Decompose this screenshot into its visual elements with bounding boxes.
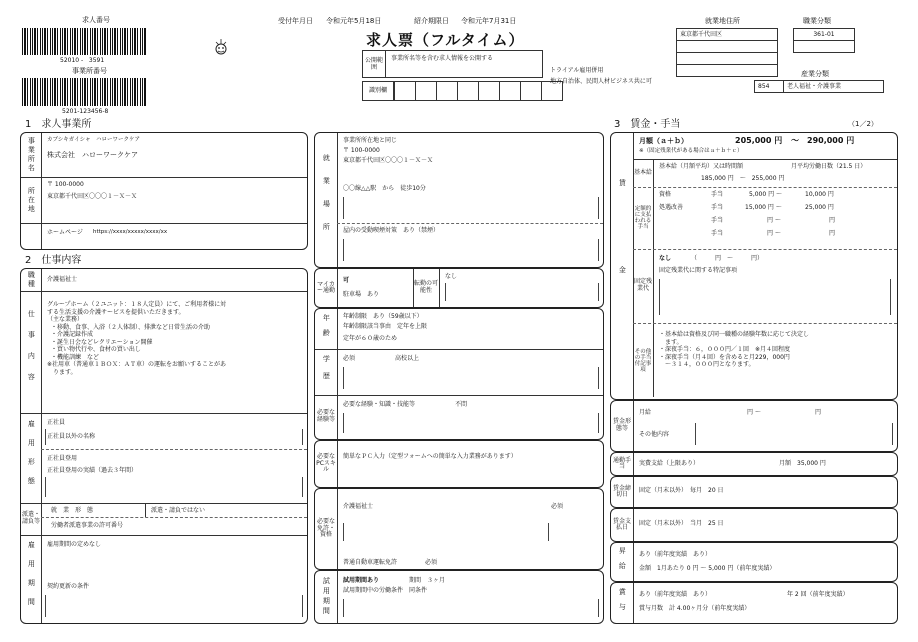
age-limit-reason: 年齢制限該当事由 定年を上限 xyxy=(343,323,428,330)
allowance-4-min: 円 ～ xyxy=(767,230,781,237)
wage-other-label: その他内容 xyxy=(639,431,670,438)
trial-period-conditions: 試用期間中の労働条件 同条件 xyxy=(343,587,428,594)
page-indicator: （1／2） xyxy=(848,120,878,128)
identification-grid xyxy=(394,81,563,101)
license-2-required: 必須 xyxy=(425,559,438,566)
section2-box xyxy=(20,268,308,624)
allowance-3-min: 円 ～ xyxy=(767,217,781,224)
referral-scope: 地方自治体、民間人材ビジネス共に可 xyxy=(550,78,652,85)
raise-label: 昇給 xyxy=(618,547,627,577)
identification-label: 識別欄 xyxy=(362,81,394,101)
promotion-record-label: 正社員登用の実績（過去３年間） xyxy=(47,467,138,474)
office-name-furigana: カブシキガイシャ ハローワークケア xyxy=(47,137,141,143)
work-place-address: 東京都千代田区〇〇〇１－Ｘ－Ｘ xyxy=(343,157,434,164)
transfer-label: 転勤の可能性 xyxy=(413,280,438,294)
dispatch-license-label: 労働者派遣事業の許可番号 xyxy=(51,522,124,529)
wage-type-min: 円 ～ xyxy=(747,409,761,416)
wage-box xyxy=(610,132,898,400)
job-category-label: 職業分類 xyxy=(803,17,831,25)
office-number-label: 事業所番号 xyxy=(72,67,107,75)
allowance-2-min: 15,000 円 ～ xyxy=(745,204,782,211)
age-label: 年齢 xyxy=(322,314,331,344)
commute-allowance-amount: 月額 35,000 円 xyxy=(779,460,826,467)
cutoff-day: 固定（月末以外） 毎月 20 日 xyxy=(639,487,724,494)
trial-employment: トライアル雇用併用 xyxy=(550,67,604,74)
education-required: 必須 xyxy=(343,355,356,362)
office-zip: 〒 100-0000 xyxy=(47,181,84,188)
monthly-wage-max: 290,000 円 xyxy=(807,136,855,145)
industry-category-label: 産業分類 xyxy=(801,70,829,78)
license-1-required: 必須 xyxy=(551,503,564,510)
job-type-label: 職種 xyxy=(27,271,36,289)
license-1: 介護福祉士 xyxy=(343,503,374,510)
allowance-1-kind: 手当 xyxy=(711,191,724,198)
experience: 不問 xyxy=(455,401,468,408)
allowance-3-max: 円 xyxy=(829,217,836,224)
transfer: なし xyxy=(445,273,458,280)
section2-title: 2 仕事内容 xyxy=(25,255,82,266)
bonus: あり（前年度実績 あり） xyxy=(639,591,712,598)
dispatch-status: 派遣・請負ではない xyxy=(151,507,206,514)
commute-allowance-box xyxy=(610,452,898,476)
homepage-url[interactable]: https://xxxx/xxxxx/xxxx/xx xyxy=(93,229,168,235)
publish-scope-label: 公開範囲 xyxy=(362,50,386,78)
industry-code: 854 xyxy=(755,81,784,93)
age-limit-detail: 定年が６０歳のため xyxy=(343,335,398,342)
trial-period-box xyxy=(314,570,604,624)
work-form-label: 就 業 形 態 xyxy=(51,507,94,514)
referral-deadline-label: 紹介期限日 xyxy=(414,17,449,25)
commute-box xyxy=(314,268,604,308)
employment-type-label: 雇用形態 xyxy=(27,420,36,496)
office-number-barcode xyxy=(22,78,146,106)
commute-allowance-label: 通勤手当 xyxy=(612,456,631,470)
job-category-table xyxy=(793,28,855,53)
section1-box xyxy=(20,132,308,250)
work-place-box xyxy=(314,132,604,268)
raise: あり（前年度実績 あり） xyxy=(639,551,712,558)
allowance-1-name: 資格 xyxy=(659,191,672,198)
cutoff-label: 賃金締切日 xyxy=(612,484,631,498)
wage-type-max: 円 xyxy=(815,409,822,416)
employment-type: 正社員 xyxy=(47,419,66,426)
car-commute: 可 xyxy=(343,277,350,284)
work-location-table xyxy=(676,28,778,77)
allowance-3-kind: 手当 xyxy=(711,217,724,224)
employment-period: 雇用期間の定めなし xyxy=(47,541,102,548)
monthly-wage-label: 月額（ａ＋ｂ） xyxy=(639,137,688,145)
form-title: 求人票（フルタイム） xyxy=(366,31,525,49)
work-place-label: 就業場所 xyxy=(322,154,331,246)
other-allowance-notes: ・基本給は資格及び同一職種の経験年数に応じて決定し ます。 ・深夜手当：６，０００円／１回 ※月４回程度 ・深夜手当（月４回）を含めると月229，000円 ～３１４，０００円となります。 xyxy=(659,331,810,368)
work-place-access: 〇〇線△△駅 から 徒歩10分 xyxy=(343,185,426,192)
office-address: 東京都千代田区〇〇〇１－Ｘ－Ｘ xyxy=(47,193,138,200)
monthly-wage-tilde: ～ xyxy=(791,136,799,145)
office-name-label: 事業所名 xyxy=(27,137,36,173)
job-description-label: 仕事内容 xyxy=(27,310,36,394)
monthly-wage-min: 205,000 円 xyxy=(735,136,783,145)
received-date-label: 受付年月日 xyxy=(278,17,313,25)
bonus-frequency: 年 2 回（前年度実績） xyxy=(787,591,849,598)
cutoff-box xyxy=(610,476,898,508)
work-location-label: 就業地住所 xyxy=(705,17,740,25)
requirements-box xyxy=(314,308,604,440)
fixed-overtime-note: ※（固定残業代がある場合はａ＋ｂ＋ｃ） xyxy=(639,148,743,154)
education-label: 学歴 xyxy=(322,355,331,389)
office-number: 5201-123456-8 xyxy=(62,108,109,115)
wage-type-box xyxy=(610,400,898,452)
regular-promotion: 正社員登用 xyxy=(47,455,78,462)
work-location: 東京都千代田区 xyxy=(677,29,778,41)
trial-period-length: 期間 ３ヶ月 xyxy=(409,577,446,584)
parking: 駐車場 あり xyxy=(343,291,380,298)
job-category: 361-01 xyxy=(794,29,855,41)
pc-skill: 簡単なＰＣ入力（定型フォームへの簡単な入力業務があります） xyxy=(343,453,517,460)
allowance-1-min: 5,000 円 ～ xyxy=(749,191,782,198)
experience-label-text: 必要な経験・知識・技能等 xyxy=(343,401,416,408)
job-number-label: 求人番号 xyxy=(82,16,110,24)
commute-allowance: 実費支給（上限あり） xyxy=(639,460,700,467)
allowance-2-kind: 手当 xyxy=(711,204,724,211)
referral-deadline: 令和元年7月31日 xyxy=(461,17,517,25)
industry-category: 老人福祉・介護事業 xyxy=(784,81,884,93)
wage-type: 月給 xyxy=(639,409,652,416)
non-regular-name-label: 正社員以外の名称 xyxy=(47,433,96,440)
allowance-2-max: 25,000 円 xyxy=(805,204,834,211)
office-name: 株式会社 ハローワークケア xyxy=(47,151,138,159)
fixed-overtime-notes-label: 固定残業代に関する特記事項 xyxy=(659,267,738,274)
fixed-overtime-range: （ 円 ～ 円） xyxy=(691,255,764,262)
job-description: グループホーム（２ユニット：１８人定員）にて、ご利用者様に対 する生活支援の介護サービスを提供いただきます。 （主な業務） ・移動、食事、入浴（２人体制）、排泄など日常生活の介助 ・介護記録作成 ・誕生日会などレクリエーション開催 ・買い物代行や、食材の買い出し ・機能訓練 など ※社用車（普通車１ＢＯＸ：ＡＴ車）の運転をお願いすることがあ ります。 xyxy=(47,301,227,376)
dispatch-label: 派遣・請負等 xyxy=(21,511,40,525)
payday-label: 賃金支払日 xyxy=(612,517,631,531)
car-commute-label: マイカー通勤 xyxy=(316,280,335,294)
bonus-months: 賞与月数 計 4.00ヶ月分（前年度実績） xyxy=(639,605,751,612)
bonus-label: 賞与 xyxy=(618,588,627,618)
allowance-1-max: 10,000 円 xyxy=(805,191,834,198)
section3-title: 3 賃金・手当 xyxy=(614,119,681,130)
raise-box xyxy=(610,542,898,582)
base-salary-type: 基本給（月額平均）又は時間額 xyxy=(659,163,744,170)
base-salary-range: 185,000 円 ～ 255,000 円 xyxy=(701,175,785,182)
other-allowance-label: その他の手当付記事項 xyxy=(634,348,652,374)
experience-label: 必要な経験等 xyxy=(316,409,335,423)
wage-label: 賃金 xyxy=(618,179,627,353)
received-date: 令和元年5月18日 xyxy=(326,17,382,25)
industry-category-table xyxy=(754,80,884,93)
fixed-allowance-label: 定額的に支払われる手当 xyxy=(634,205,652,231)
publish-scope: 事業所名等を含む求人情報を公開する xyxy=(386,50,543,78)
license-box xyxy=(314,488,604,570)
payday: 固定（月末以外） 当月 25 日 xyxy=(639,520,724,527)
work-place-zip: 〒 100-0000 xyxy=(343,147,380,154)
office-address-label: 所在地 xyxy=(27,186,36,214)
license-2: 普通自動車運転免許 xyxy=(343,559,398,566)
allowance-4-max: 円 xyxy=(829,230,836,237)
renewal-conditions-label: 契約更新の条件 xyxy=(47,583,90,590)
section1-title: 1 求人事業所 xyxy=(25,119,92,130)
job-number-barcode xyxy=(22,28,146,55)
pc-skill-box xyxy=(314,440,604,488)
homepage-label: ホームページ xyxy=(47,229,83,236)
job-type: 介護福祉士 xyxy=(47,276,78,283)
fixed-overtime: なし xyxy=(659,255,672,262)
smoking-policy: 屋内の受動喫煙対策 あり（禁煙） xyxy=(343,227,440,234)
fixed-overtime-label: 固定残業代 xyxy=(633,278,652,292)
employment-period-label: 雇用期間 xyxy=(27,541,36,617)
pc-skill-label: 必要なPCスキル xyxy=(316,453,336,474)
trial-period: 試用期間あり xyxy=(343,577,380,584)
work-place-same: 事業所所在地と同じ xyxy=(343,137,398,144)
job-number: 52010 - 3591 xyxy=(60,57,105,64)
raise-amount: 金額 1月あたり 0 円 ～ 5,000 円（前年度実績） xyxy=(639,565,776,572)
hellowork-logo-icon xyxy=(210,36,232,58)
payday-box xyxy=(610,508,898,542)
age-limit: 年齢制限 あり（59歳以下） xyxy=(343,313,423,320)
license-label: 必要な免許・資格 xyxy=(316,517,335,539)
trial-period-label: 試用期間 xyxy=(322,577,331,617)
bonus-box xyxy=(610,582,898,624)
working-days: 月平均労働日数（21.5 日） xyxy=(791,163,867,170)
allowance-4-kind: 手当 xyxy=(711,230,724,237)
allowance-2-name: 処遇改善 xyxy=(659,204,684,211)
education: 高校以上 xyxy=(395,355,420,362)
wage-type-label: 賃金形態等 xyxy=(612,418,631,432)
base-salary-label: 基本給 xyxy=(633,168,652,176)
